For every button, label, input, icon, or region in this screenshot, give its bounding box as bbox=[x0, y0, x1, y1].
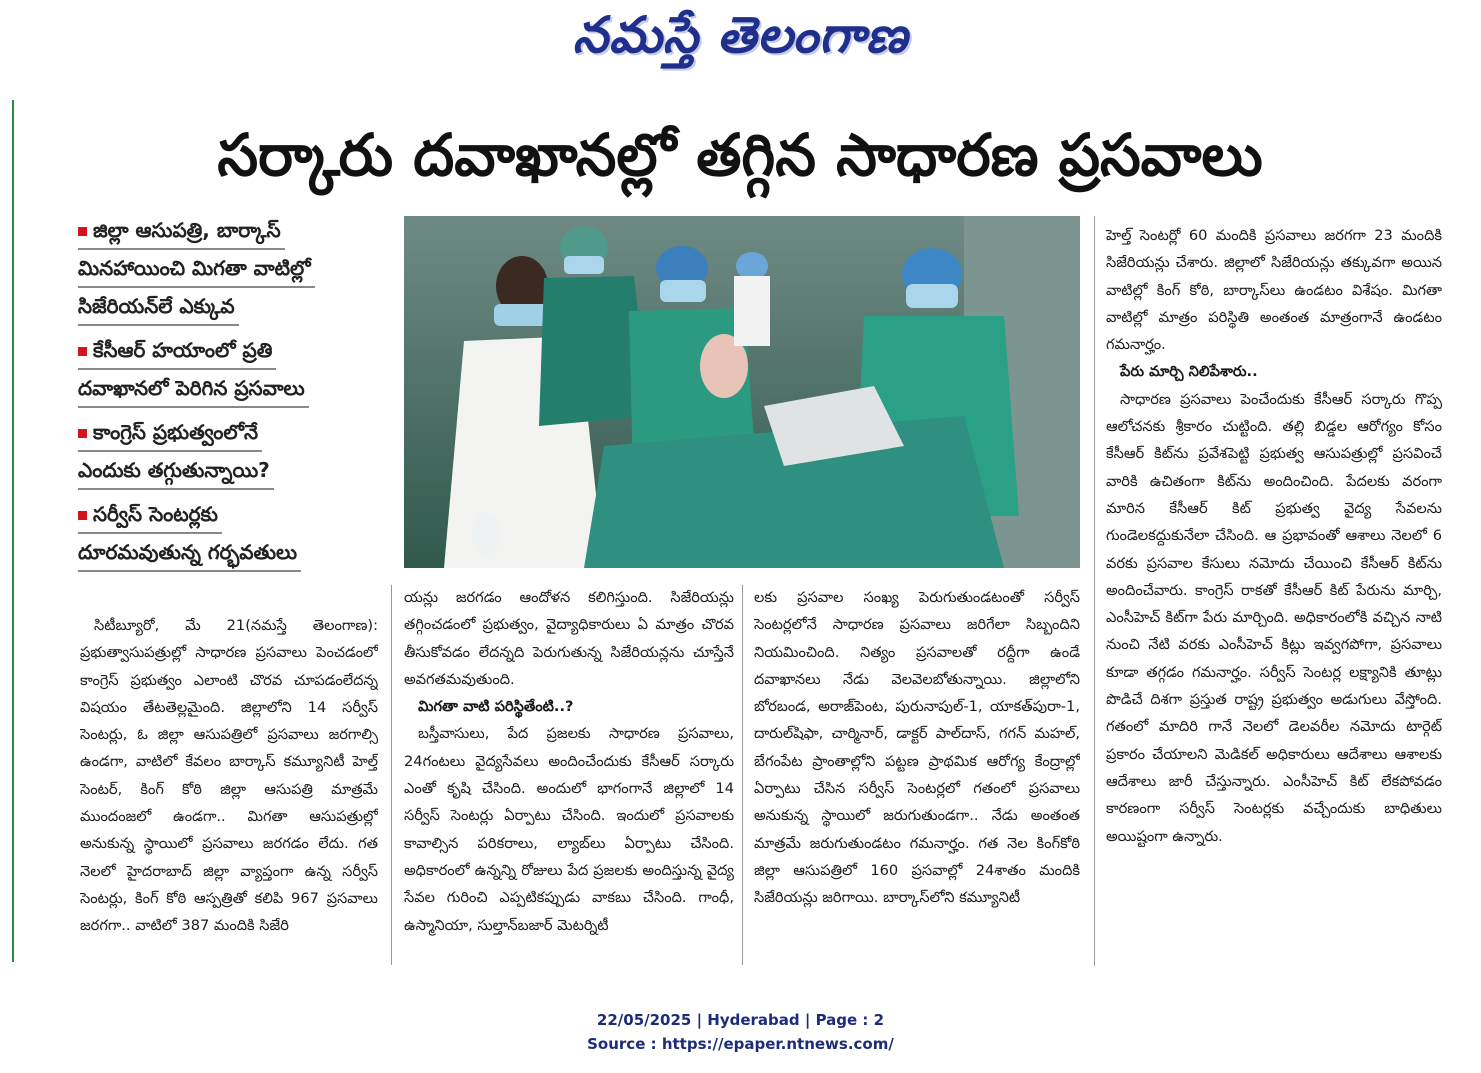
article-headline: సర్కారు దవాఖానల్లో తగ్గిన సాధారణ ప్రసవాలు bbox=[217, 121, 1263, 189]
section-subheading: మిగతా వాటి పరిస్థితేంటి..? bbox=[418, 698, 574, 716]
photo-illustration bbox=[404, 216, 1080, 568]
highlights-box bbox=[78, 212, 378, 578]
article-column-4 bbox=[1106, 222, 1442, 974]
column-divider bbox=[742, 585, 743, 965]
article-paragraph: లకు ప్రసవాల సంఖ్య పెరుగుతుండటంతో సర్వీస్ సెంటర్లలోనే సాధారణ ప్రసవాలు జరిగేలా సిబ్బందిని నియమించింది. నిత్యం ప్రసవాలతో రద్దీగా ఉండే దవాఖానలు నేడు వెలవెలబోతున్నాయి. జిల్లాలోని బోరబండ, అరాజ్‌పెంట, పురునాపుల్-1, యాకత్‌పురా-1, దారుల్‌షిఫా, చార్మినార్, డాక్టర్ పాల్‌దాస్, గగన్ మహల్, బేగంపేట ప్రాంతాల్లోని పట్టణ ప్రాథమిక ఆరోగ్య కేంద్రాల్లో ఏర్పాటు చేసిన సర్వీస్ సెంటర్లలో గతంలో ప్రసవాలు అనుకున్న స్థాయిలో జరుగుతుండగా.. నేడు అంతంత మాత్రమే జరుగుతుండటం గమనార్హం. గత నెల కింగ్‌కోఠి జిల్లా ఆసుపత్రిలో 160 ప్రసవాల్లో 24శాతం మందికి సిజేరియన్లు జరిగాయి. బార్కాస్‌లోని కమ్యూనిటీ bbox=[754, 589, 1080, 907]
masthead bbox=[0, 0, 1481, 80]
column-divider bbox=[1094, 216, 1095, 966]
bullet-marker-icon bbox=[78, 227, 87, 236]
column-divider bbox=[391, 585, 392, 965]
article-paragraph: హెల్త్ సెంటర్లో 60 మందికి ప్రసవాలు జరగగా 23 మందికి సిజేరియన్లు చేశారు. జిల్లాలో సిజేరియన్లు తక్కువగా అయిన వాటిల్లో కింగ్ కోఠి, బార్కాస్‌లు ఉండటం విశేషం. మిగతా వాటిల్లో మాత్రం పరిస్థితి అంతంత మాత్రంగానే ఉండటం గమనార్హం. bbox=[1106, 227, 1442, 354]
article-column-2 bbox=[404, 584, 734, 972]
bullet-marker-icon bbox=[78, 429, 87, 438]
delivery-room-photo bbox=[404, 216, 1080, 568]
article-paragraph: సాధారణ ప్రసవాలు పెంచేందుకు కేసీఆర్ సర్కారు గొప్ప ఆలోచనకు శ్రీకారం చుట్టింది. తల్లి బిడ్డల ఆరోగ్యం కోసం కేసీఆర్ కిట్‌ను ప్రవేశపెట్టి ప్రభుత్వ ఆసుపత్రుల్లో ప్రసవించే వారికి ఉచితంగా కిట్‌ను అందించింది. పేదలకు వరంగా మారిన కేసీఆర్ కిట్ ప్రభుత్వ వైద్య సేవలను గుండెలకద్దుకునేలా చేసింది. ఆ ప్రభావంతో ఆశాలు నెలలో 6 వరకు ప్రసవాల కేసులు నమోదు చేయించి కేసీఆర్ కిట్‌ను అందించేవారు. కాంగ్రెస్ రాకతో కేసీఆర్ కిట్ పేరును మార్చి, ఎంసీహెచ్ కిట్‌గా పేరు మార్చింది. అధికారంలోకి వచ్చిన నాటి నుంచి నేటి వరకు ఎంసీహెచ్ కిట్లు ఇవ్వగపోగా, ప్రసవాలు కూడా తగ్గడం గమనార్హం. సర్వీస్ సెంటర్ల లక్ష్యానికి తూట్లు పొడిచే దిశగా ప్రస్తుత రాష్ట్ర ప్రభుత్వం అడుగులు వేస్తోంది. గతంలో మాదిరి గానే నెలలో డెలవరీల నమోదు టార్గెట్ ప్రకారం చేయాలని మెడికల్ అధికారులు ఆదేశాలు ఆశాలకు ఆదేశాలు జారీ చేస్తున్నారు. ఎంసీహెచ్ కిట్ లేకపోవడం కారణంగా సర్వీస్ సెంటర్లకు వచ్చేందుకు బాధితులు అయిష్టంగా ఉన్నారు. bbox=[1106, 390, 1442, 845]
page-footer bbox=[0, 1008, 1481, 1056]
footer-date-line: 22/05/2025 | Hyderabad | Page : 2 bbox=[596, 1011, 885, 1029]
article-paragraph: బస్తీవాసులు, పేద ప్రజలకు సాధారణ ప్రసవాలు, 24గంటలు వైద్యసేవలు అందించేందుకు కేసీఆర్ సర్కారు ఎంతో కృషి చేసింది. అందులో భాగంగానే జిల్లాలో 14 సర్వీస్ సెంటర్లు ఏర్పాటు చేసింది. ఇందులో ప్రసవాలకు కావాల్సిన పరికరాలు, ల్యాబ్‌లు ఏర్పాటు చేసింది. అధికారంలో ఉన్నన్ని రోజులు పేద ప్రజలకు అందిస్తున్న వైద్య సేవల గురించి ఎప్పటికప్పుడు వాకబు చేసింది. గాంధీ, ఉస్మానియా, సుల్తాన్‌బజార్ మెటర్నిటీ bbox=[404, 725, 734, 934]
highlight-item: సర్వీస్ సెంటర్లకు దూరమవుతున్న గర్భవతులు bbox=[78, 496, 378, 572]
article-column-3 bbox=[754, 584, 1080, 972]
highlight-item: జిల్లా ఆసుపత్రి, బార్కాస్ మినహాయించి మిగతా వాటిల్లో సిజేరియన్‌లే ఎక్కువ bbox=[78, 212, 378, 326]
highlight-item: కాంగ్రెస్ ప్రభుత్వంలోనే ఎందుకు తగ్గుతున్నాయి? bbox=[78, 414, 378, 490]
bullet-marker-icon bbox=[78, 347, 87, 356]
highlight-item: కేసీఆర్ హయాంలో ప్రతి దవాఖానలో పెరిగిన ప్రసవాలు bbox=[78, 332, 378, 408]
article-paragraph: యన్లు జరగడం ఆందోళన కలిగిస్తుంది. సిజేరియన్లు తగ్గించడంలో ప్రభుత్వం, వైద్యాధికారులు ఏ మాత్రం చొరవ తీసుకోవడం లేదన్నది పెరుగుతున్న సిజేరియన్లను చూస్తేనే అవగతమవుతుంది. bbox=[404, 589, 734, 688]
page-edge-strip bbox=[0, 100, 14, 962]
article-column-1 bbox=[80, 612, 378, 972]
section-subheading: పేరు మార్చి నిలిపేశారు.. bbox=[1120, 363, 1258, 381]
article-paragraph: సిటీబ్యూరో, మే 21(నమస్తే తెలంగాణ): ప్రభుత్వాసుపత్రుల్లో సాధారణ ప్రసవాలు పెంచడంలో కాంగ్రెస్ ప్రభుత్వం ఎలాంటి చొరవ చూపడంలేదన్న విషయం తేటతెల్లమైంది. జిల్లాలోని 14 సర్వీస్ సెంటర్లు, ఓ జిల్లా ఆసుపత్రిలో ప్రసవాలు జరగాల్సి ఉండగా, వాటిలో కేవలం బార్కాస్ కమ్యూనిటీ హెల్త్ సెంటర్, కింగ్ కోఠి జిల్లా ఆసుపత్రి మాత్రమే ముందంజలో ఉండగా.. మిగతా ఆసుపత్రుల్లో అనుకున్న స్థాయిలో ప్రసవాలు జరగడం లేదు. గత నెలలో హైదరాబాద్ జిల్లా వ్యాప్తంగా ఉన్న సర్వీస్ సెంటర్లు, కింగ్ కోఠి ఆస్పత్రితో కలిపి 967 ప్రసవాలు జరగగా.. వాటిలో 387 మందికి సిజేరి bbox=[80, 617, 378, 935]
bullet-marker-icon bbox=[78, 511, 87, 520]
masthead-logo: నమస్తే తెలంగాణ bbox=[572, 6, 909, 64]
footer-source-link[interactable]: Source : https://epaper.ntnews.com/ bbox=[587, 1035, 894, 1053]
